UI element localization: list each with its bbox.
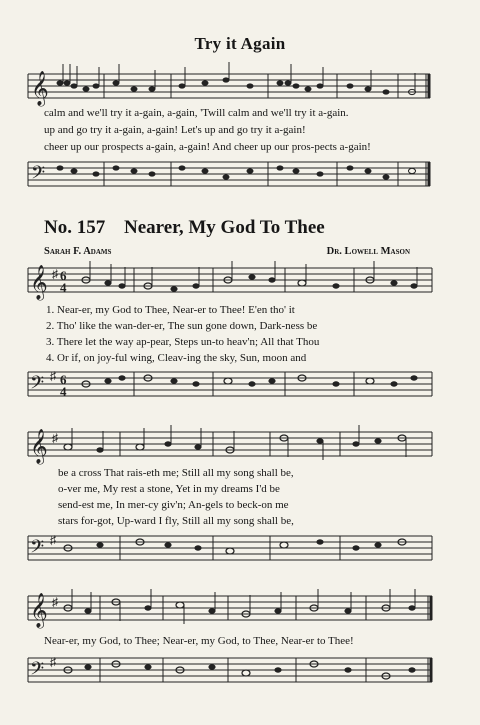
verse-3-line: send-est me, In mer-cy giv'n; An-gels to beck-on me (58, 499, 289, 511)
bass-staff-system-1 (0, 364, 480, 404)
svg-text:𝄞: 𝄞 (30, 265, 48, 300)
bass-staff-top-song (0, 154, 480, 200)
svg-text:𝄞: 𝄞 (30, 429, 48, 464)
treble-staff-top-song (0, 60, 480, 110)
svg-text:♯: ♯ (50, 533, 56, 547)
hymn-title: Nearer, My God To Thee (123, 217, 325, 238)
svg-text:𝄞: 𝄞 (31, 71, 49, 106)
composer-credit: Dr. Lowell Mason (326, 246, 410, 257)
svg-text:♯: ♯ (50, 655, 56, 669)
bass-staff-system-2 (0, 528, 480, 572)
svg-text:4: 4 (60, 280, 67, 295)
verse-3-line: 3. There let the way ap-pear, Steps un-to heav'n; All that Thou (46, 336, 320, 348)
svg-text:♯: ♯ (52, 431, 58, 445)
verse-4-line: stars for-got, Up-ward I fly, Still all my song shall be, (58, 515, 294, 527)
svg-text:𝄢: 𝄢 (30, 659, 45, 684)
treble-staff-system-3 (0, 586, 480, 634)
lyric-line: cheer up our prospects a-gain, a-gain! And cheer up our pros-pects a-gain! (44, 141, 371, 153)
svg-text:♯: ♯ (50, 369, 56, 383)
svg-text:6: 6 (60, 268, 67, 283)
svg-text:𝄢: 𝄢 (30, 373, 45, 398)
verse-4-line: 4. Or if, on joy-ful wing, Cleav-ing the sky, Sun, moon and (46, 352, 307, 364)
svg-text:𝄢: 𝄢 (31, 163, 46, 188)
svg-text:6: 6 (60, 372, 67, 387)
verse-2-line: o-ver me, My rest a stone, Yet in my dreams I'd be (58, 483, 280, 495)
lyricist-credit: Sarah F. Adams (44, 246, 112, 257)
svg-text:♯: ♯ (52, 595, 58, 609)
treble-staff-system-2 (0, 422, 480, 470)
treble-staff-system-1 (0, 258, 480, 306)
hymn-header (44, 217, 444, 239)
verse-1-line: 1. Near-er, my God to Thee, Near-er to Thee! E'en tho' it (46, 304, 295, 316)
verse-1-line: be a cross That rais-eth me; Still all my song shall be, (58, 467, 294, 479)
verse-2-line: 2. Tho' like the wan-der-er, The sun gone down, Dark-ness be (46, 320, 318, 332)
refrain-line: Near-er, my God, to Thee; Near-er, my God, to Thee, Near-er to Thee! (44, 635, 354, 647)
lyric-line: calm and we'll try it a-gain, a-gain, 'Twill calm and we'll try it a-gain. (44, 107, 349, 119)
bass-staff-system-3 (0, 648, 480, 708)
svg-text:𝄢: 𝄢 (30, 537, 45, 562)
song-title-try-it-again: Try it Again (194, 34, 286, 53)
svg-text:♯: ♯ (52, 267, 58, 281)
svg-text:𝄞: 𝄞 (30, 593, 48, 628)
hymn-number: No. 157 (44, 217, 106, 238)
lyric-line: up and go try it a-gain, a-gain! Let's up and go try it a-gain! (44, 124, 306, 136)
svg-text:4: 4 (60, 384, 67, 399)
